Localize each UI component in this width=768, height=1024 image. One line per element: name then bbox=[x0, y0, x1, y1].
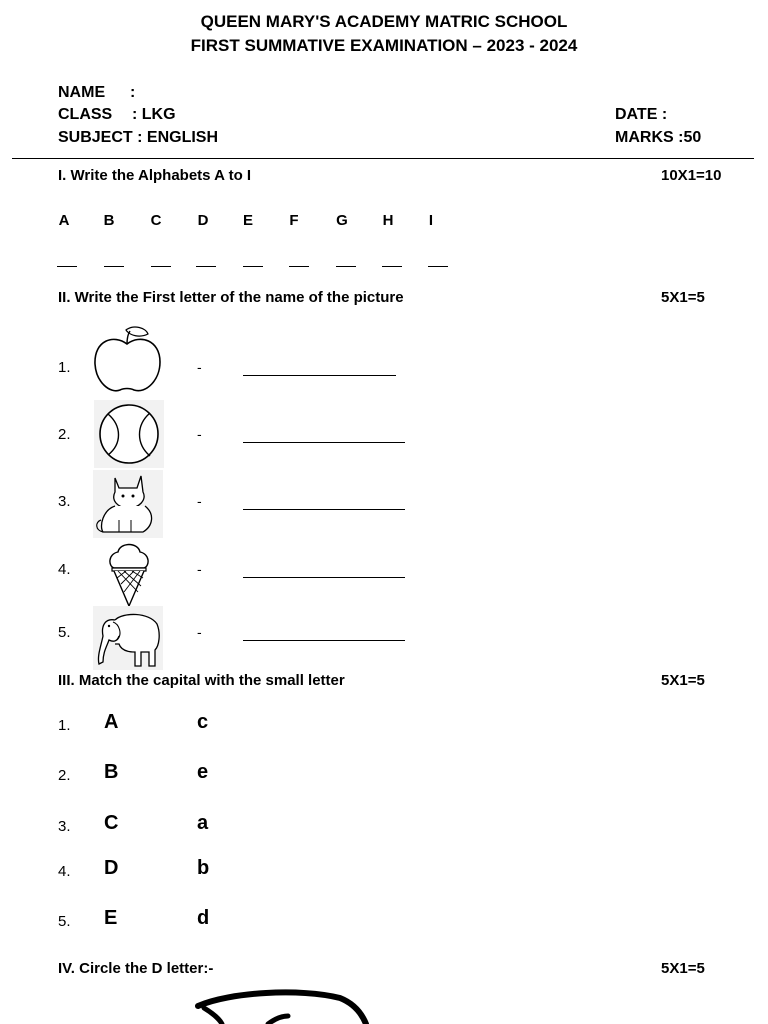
small-letter: b bbox=[197, 857, 210, 879]
exam-title: FIRST SUMMATIVE EXAMINATION – 2023 - 2024 bbox=[190, 36, 578, 55]
small-letter: e bbox=[197, 761, 209, 783]
date-label: DATE : bbox=[615, 106, 668, 123]
name-label: NAME bbox=[58, 84, 106, 101]
cat-icon bbox=[93, 470, 163, 538]
capital-letter: E bbox=[104, 907, 118, 929]
section-2-title: II. Write the First letter of the name of the picture bbox=[58, 289, 404, 306]
capital-letter: A bbox=[104, 711, 119, 733]
item-number: 4. bbox=[58, 863, 71, 880]
alphabet-letter: C bbox=[150, 212, 162, 229]
item-number: 4. bbox=[58, 561, 71, 578]
section-3-marks: 5X1=5 bbox=[661, 672, 705, 689]
small-letter: d bbox=[197, 907, 210, 929]
section-1-title: I. Write the Alphabets A to I bbox=[58, 167, 252, 184]
subject-line: SUBJECT : ENGLISH bbox=[58, 129, 219, 146]
item-number: 2. bbox=[58, 426, 71, 443]
apple-icon bbox=[92, 326, 162, 394]
alphabet-letter: F bbox=[289, 212, 299, 229]
small-letter: c bbox=[197, 711, 209, 733]
alphabet-letter: G bbox=[336, 212, 348, 229]
answer-line bbox=[243, 509, 405, 510]
capital-letter: B bbox=[104, 761, 119, 783]
answer-blank bbox=[382, 266, 402, 267]
item-separator: - bbox=[197, 624, 202, 640]
answer-blank bbox=[289, 266, 309, 267]
answer-blank bbox=[243, 266, 263, 267]
answer-blank bbox=[104, 266, 124, 267]
name-colon: : bbox=[130, 84, 136, 101]
item-number: 1. bbox=[58, 359, 71, 376]
ice-cream-icon bbox=[94, 540, 164, 608]
answer-line bbox=[243, 640, 405, 641]
ball-icon bbox=[94, 400, 164, 468]
item-separator: - bbox=[197, 561, 202, 577]
capital-letter: C bbox=[104, 812, 119, 834]
school-name: QUEEN MARY'S ACADEMY MATRIC SCHOOL bbox=[200, 12, 568, 31]
answer-line bbox=[243, 577, 405, 578]
item-number: 1. bbox=[58, 717, 71, 734]
answer-blank bbox=[151, 266, 171, 267]
total-marks: MARKS :50 bbox=[615, 129, 702, 146]
capital-letter: D bbox=[104, 857, 119, 879]
item-number: 3. bbox=[58, 493, 71, 510]
small-letter: a bbox=[197, 812, 209, 834]
answer-blank bbox=[196, 266, 216, 267]
alphabet-letter: I bbox=[428, 212, 434, 229]
item-number: 5. bbox=[58, 913, 71, 930]
item-separator: - bbox=[197, 493, 202, 509]
leaf-outline-icon bbox=[190, 986, 390, 1024]
alphabet-letter: H bbox=[382, 212, 394, 229]
answer-blank bbox=[428, 266, 448, 267]
section-3-title: III. Match the capital with the small letter bbox=[58, 672, 345, 689]
section-4-title: IV. Circle the D letter:- bbox=[58, 960, 214, 977]
elephant-icon bbox=[93, 606, 163, 674]
alphabet-letter: A bbox=[58, 212, 70, 229]
header-divider bbox=[12, 158, 754, 159]
item-separator: - bbox=[197, 359, 202, 375]
alphabet-letter: B bbox=[103, 212, 115, 229]
section-2-marks: 5X1=5 bbox=[661, 289, 705, 306]
item-number: 3. bbox=[58, 818, 71, 835]
section-4-marks: 5X1=5 bbox=[661, 960, 705, 977]
item-separator: - bbox=[197, 426, 202, 442]
answer-blank bbox=[57, 266, 77, 267]
answer-blank bbox=[336, 266, 356, 267]
item-number: 5. bbox=[58, 624, 71, 641]
class-value: : LKG bbox=[132, 106, 176, 123]
answer-line bbox=[243, 442, 405, 443]
answer-line bbox=[243, 375, 396, 376]
section-1-marks: 10X1=10 bbox=[661, 167, 722, 184]
item-number: 2. bbox=[58, 767, 71, 784]
class-label: CLASS bbox=[58, 106, 113, 123]
alphabet-letter: E bbox=[242, 212, 253, 229]
alphabet-letter: D bbox=[197, 212, 209, 229]
